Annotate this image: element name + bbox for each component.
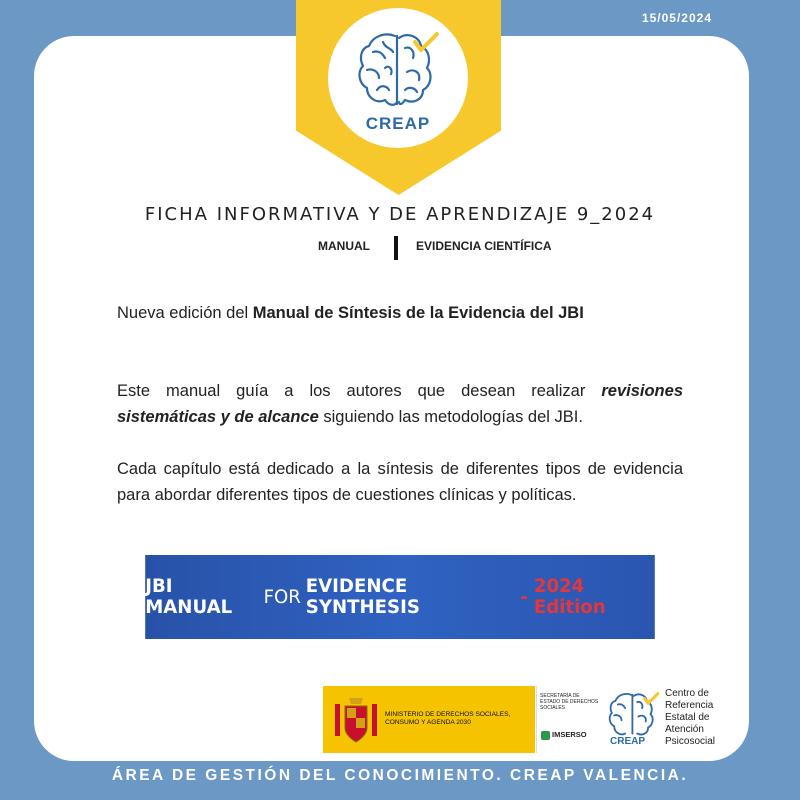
- ministry-text: MINISTERIO DE DERECHOS SOCIALES, CONSUMO Y AGENDA 2030: [385, 711, 511, 726]
- intro-paragraph: [117, 300, 683, 326]
- imserso-text: IMSERSO: [552, 730, 587, 739]
- secretaria-text: SECRETARÍA DE ESTADO DE DERECHOS SOCIALES: [540, 693, 599, 711]
- creap-small-logo: [604, 688, 664, 753]
- institution-logos: [323, 686, 726, 753]
- intro-bold: Manual de Síntesis de la Evidencia del JBI: [252, 304, 584, 322]
- jbi-part3: EVIDENCE SYNTHESIS: [305, 576, 420, 618]
- logo-text: CREAP: [365, 114, 431, 133]
- footer-caption: ÁREA DE GESTIÓN DEL CONOCIMIENTO. CREAP VALENCIA.: [111, 767, 689, 784]
- description-prefix: Este manual guía a los autores que desean realizar: [117, 382, 602, 400]
- jbi-part1: JBI MANUAL: [145, 576, 233, 618]
- secretaria-logo: [536, 686, 601, 753]
- jbi-manual-banner[interactable]: [145, 555, 655, 639]
- tag-evidencia: EVIDENCIA CIENTÍFICA: [416, 239, 552, 253]
- ministry-logo: [323, 686, 535, 753]
- intro-prefix: Nueva edición del: [117, 304, 253, 322]
- jbi-dash: -: [520, 586, 528, 608]
- tag-separator: [394, 236, 398, 260]
- date-label: 15/05/2024: [641, 11, 712, 25]
- page-title: FICHA INFORMATIVA Y DE APRENDIZAJE 9_2024: [144, 204, 656, 225]
- jbi-part4: 2024 Edition: [533, 576, 606, 618]
- chapters-paragraph: Cada capítulo está dedicado a la síntesis de diferentes tipos de evidencia para abordar diferentes tipos de cuestiones clínicas y políticas.: [117, 460, 683, 504]
- jbi-part2: FOR: [263, 586, 301, 608]
- description-emphasis: revisiones sistemáticas y de alcance: [117, 382, 683, 426]
- coat-of-arms-icon: [333, 696, 379, 744]
- creap-logo: [328, 8, 468, 148]
- brain-check-icon: [355, 28, 441, 114]
- imserso-logo: [541, 730, 587, 740]
- brain-check-small-icon: [606, 690, 660, 736]
- description-suffix: siguiendo las metodologías del JBI.: [318, 408, 583, 426]
- tag-manual: MANUAL: [318, 239, 370, 253]
- tag-bar: [0, 236, 800, 260]
- imserso-icon: [541, 731, 550, 740]
- description-paragraph: [117, 378, 683, 430]
- creap-description: Centro de Referencia Estatal de Atención Psicosocial: [665, 688, 716, 747]
- creap-small-text: CREAP: [610, 736, 646, 747]
